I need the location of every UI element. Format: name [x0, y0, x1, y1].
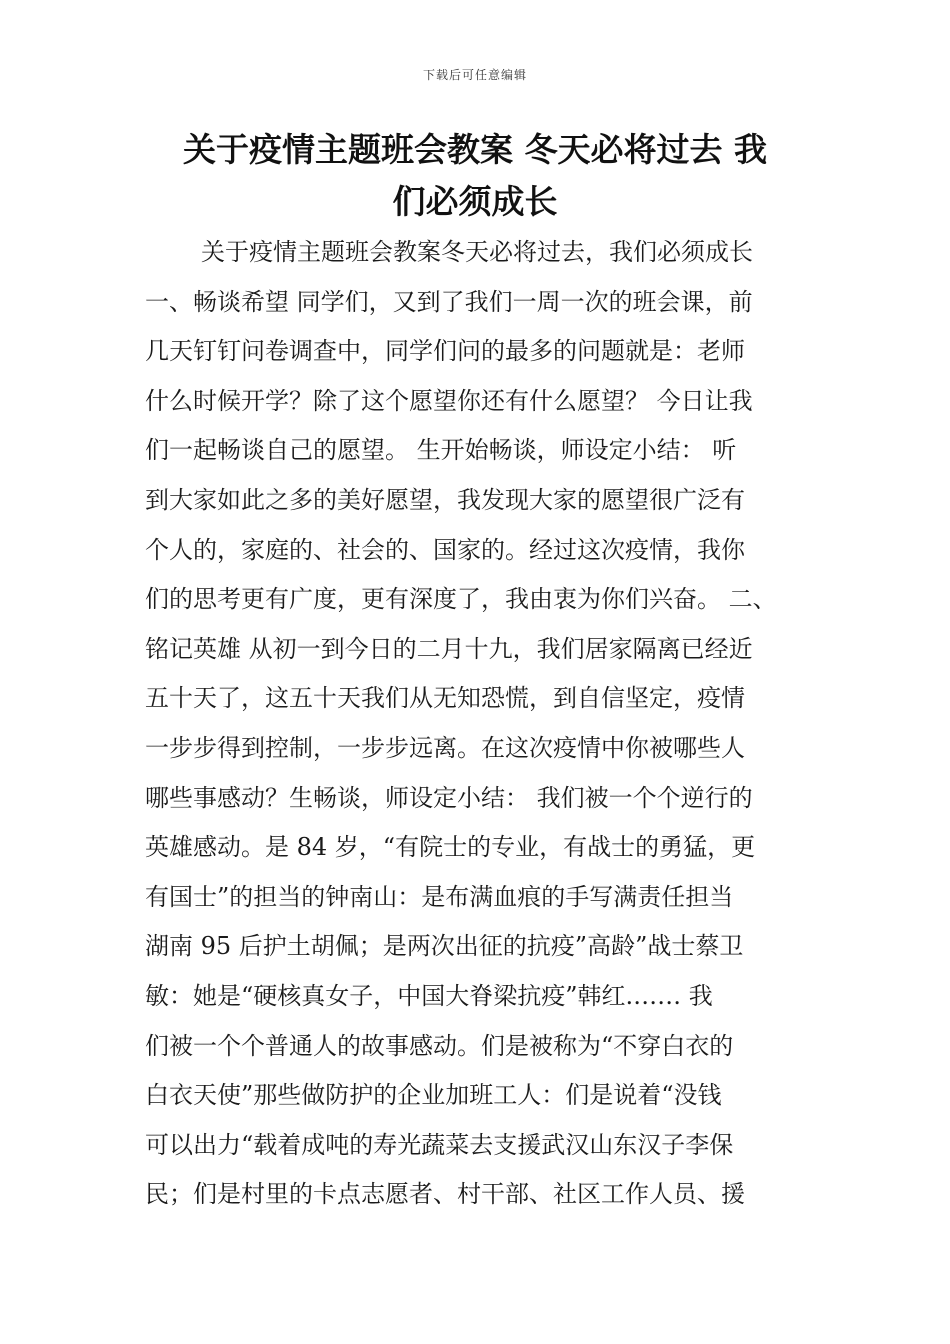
body-line: 有国士”的担当的钟南山：是布满血痕的手写满责任担当 [145, 882, 734, 911]
body-line: 们的思考更有广度，更有深度了，我由衷为你们兴奋。 二、 [145, 585, 777, 614]
body-line: 白衣天使”那些做防护的企业加班工人：们是说着“没钱 [145, 1081, 722, 1110]
body-line: 几天钉钉问卷调查中，同学们问的最多的问题就是：老师 [145, 337, 745, 366]
title-line-1: 关于疫情主题班会教案 冬天必将过去 我 [183, 130, 767, 169]
body-line: 可以出力“载着成吨的寿光蔬菜去支援武汉山东汉子李保 [145, 1130, 734, 1159]
body-line: 哪些事感动？生畅谈，师设定小结： 我们被一个个逆行的 [145, 783, 753, 812]
body-line: 们一起畅谈自己的愿望。 生开始畅谈，师设定小结： 听 [145, 436, 737, 465]
body-line: 一步步得到控制，一步步远离。在这次疫情中你被哪些人 [145, 733, 745, 762]
body-line: 铭记英雄 从初一到今日的二月十九，我们居家隔离已经近 [145, 634, 753, 663]
body-line: 关于疫情主题班会教案冬天必将过去，我们必须成长 [201, 238, 753, 266]
header-note: 下载后可任意编辑 [422, 68, 527, 82]
body-line: 什么时候开学？除了这个愿望你还有什么愿望？ 今日让我 [145, 386, 753, 415]
body-line: 到大家如此之多的美好愿望，我发现大家的愿望很广泛有 [145, 485, 745, 514]
body-line: 湖南 95 后护土胡佩；是两次出征的抗疫”高龄”战士蔡卫 [145, 932, 744, 961]
body-line: 五十天了，这五十天我们从无知恐慌，到自信坚定，疫情 [145, 684, 745, 713]
body-line: 民；们是村里的卡点志愿者、村干部、社区工作人员、援 [145, 1180, 745, 1209]
body-line: 个人的，家庭的、社会的、国家的。经过这次疫情，我你 [145, 535, 745, 564]
body-line: 一、畅谈希望 同学们，又到了我们一周一次的班会课，前 [145, 287, 753, 316]
body-line: 敏：她是“硬核真女子，中国大脊梁抗疫”韩红.…… 我 [145, 981, 713, 1010]
body-text [145, 228, 810, 1220]
title-line-2: 们必须成长 [392, 182, 558, 221]
body-line: 们被一个个普通人的故事感动。们是被称为“不穿白衣的 [145, 1031, 734, 1060]
document-title [145, 124, 805, 228]
body-line: 英雄感动。是 84 岁，“有院士的专业，有战士的勇猛，更 [145, 833, 756, 862]
